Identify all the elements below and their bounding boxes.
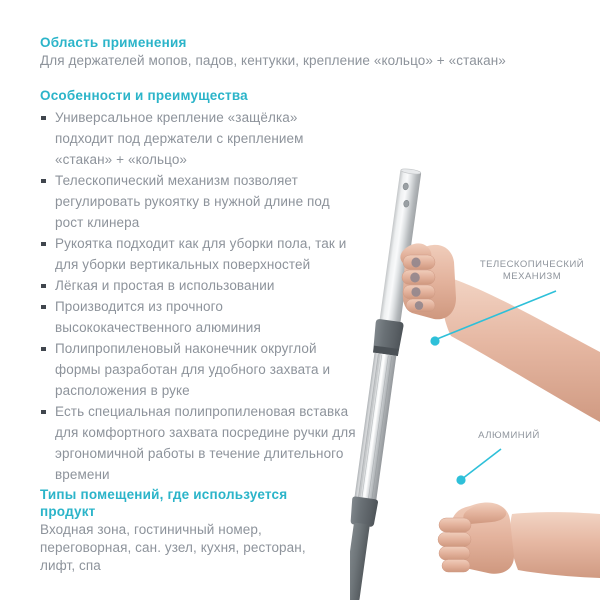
lower-fingers xyxy=(438,518,471,572)
upper-hand xyxy=(400,243,456,319)
upper-forearm xyxy=(441,276,600,422)
application-title: Область применения xyxy=(40,35,187,50)
feature-item: Есть специальная полипропиленовая вставка для комфортного захвата посредине ручки для эргономичной работы в течение длительного времени xyxy=(40,401,358,485)
lower-forearm xyxy=(510,512,600,578)
features-list xyxy=(40,107,358,485)
product-photo xyxy=(350,130,600,600)
feature-item: Полипропиленовый наконечник округлой формы разработан для удобного захвата и расположения в руке xyxy=(40,338,358,401)
feature-item: Лёгкая и простая в использовании xyxy=(40,275,358,296)
lower-hand xyxy=(438,502,514,573)
rooms-title: Типы помещений, где используется продукт xyxy=(40,487,288,519)
feature-item: Рукоятка подходит как для уборки пола, так и для уборки вертикальных поверхностей xyxy=(40,233,358,275)
aluminum-pointer-dot xyxy=(456,475,465,484)
pole-bottom-tube xyxy=(350,523,370,600)
feature-item: Телескопический механизм позволяет регулировать рукоятку в нужной длине под рост клинера xyxy=(40,170,358,233)
handle-pole xyxy=(350,167,425,600)
aluminum-pointer-line xyxy=(462,449,501,479)
telescopic-pointer-dot xyxy=(430,336,439,345)
rooms-text: Входная зона, гостиничный номер, переговорная, сан. узел, кухня, ресторан, лифт, спа xyxy=(40,522,306,573)
feature-item: Производится из прочного высококачественного алюминия xyxy=(40,296,358,338)
pole-hole xyxy=(403,183,409,190)
lower-collar xyxy=(350,496,378,527)
feature-item: Универсальное крепление «защёлка» подходит под держатели с креплением «стакан» + «кольцо» xyxy=(40,107,358,170)
features-title: Особенности и преимущества xyxy=(40,88,248,103)
aluminum-label: АЛЮМИНИЙ xyxy=(478,430,540,441)
telescopic-mechanism-label: ТЕЛЕСКОПИЧЕСКИЙ МЕХАНИЗМ xyxy=(479,259,585,282)
pole-hole xyxy=(403,200,409,207)
pole-ribbed-tube xyxy=(354,353,397,507)
application-text: Для держателей мопов, падов, кентукки, крепление «кольцо» + «стакан» xyxy=(40,53,506,68)
mop-handle-photo xyxy=(350,130,600,600)
